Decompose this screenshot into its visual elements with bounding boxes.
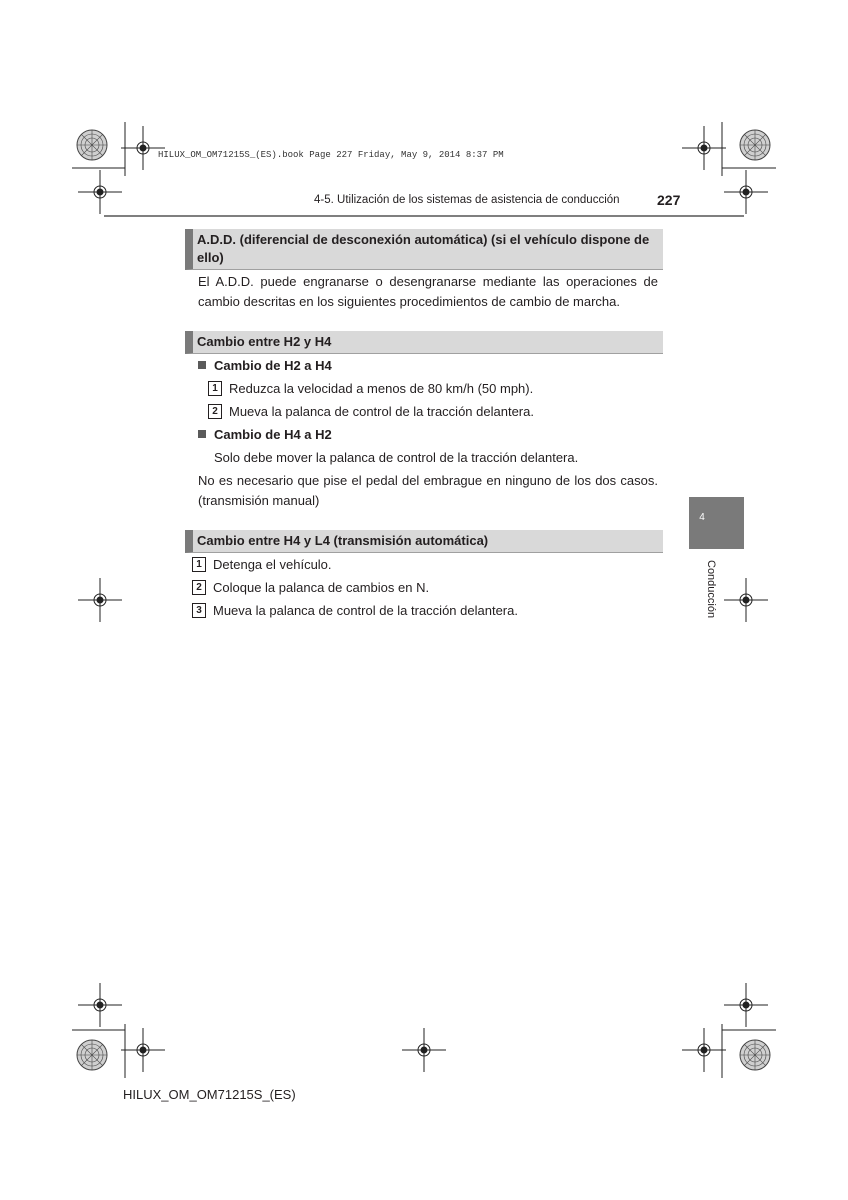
step-item <box>208 381 533 396</box>
square-bullet-icon <box>198 361 206 369</box>
section-heading-h4-l4: Cambio entre H4 y L4 (transmisión automática) <box>185 530 663 553</box>
square-bullet-icon <box>198 430 206 438</box>
step-item <box>208 404 534 419</box>
step-text: Detenga el vehículo. <box>213 557 332 572</box>
step-text: Coloque la palanca de cambios en N. <box>213 580 430 595</box>
step-item <box>192 580 429 595</box>
step-number: 2 <box>208 404 222 419</box>
subsection-title: Cambio de H2 a H4 <box>214 358 332 373</box>
subsection-h4-to-h2 <box>198 427 332 442</box>
subsection-title: Cambio de H4 a H2 <box>214 427 332 442</box>
step-item <box>192 603 518 618</box>
step-text: Mueva la palanca de control de la tracción delantera. <box>229 404 534 419</box>
step-number: 2 <box>192 580 206 595</box>
subsection-h2-to-h4 <box>198 358 332 373</box>
section-paragraph-add: El A.D.D. puede engranarse o desengranarse mediante las operaciones de cambio descritas en los siguientes procedimientos de cambio de marcha. <box>198 274 658 309</box>
chapter-tab-number: 4 <box>699 512 705 523</box>
step-number: 1 <box>192 557 206 572</box>
page-footer: HILUX_OM_OM71215S_(ES) <box>123 1087 296 1102</box>
section-heading-h2-h4: Cambio entre H2 y H4 <box>185 331 663 354</box>
step-item <box>192 557 332 572</box>
page-number: 227 <box>657 192 681 208</box>
chapter-tab <box>689 497 744 549</box>
step-number: 3 <box>192 603 206 618</box>
section-note: No es necesario que pise el pedal del embrague en ninguno de los dos casos. (transmisión manual) <box>198 473 658 508</box>
header-divider <box>104 215 744 217</box>
section-title: 4-5. Utilización de los sistemas de asistencia de conducción <box>314 194 620 206</box>
step-text: Reduzca la velocidad a menos de 80 km/h (50 mph). <box>229 381 534 396</box>
step-text: Mueva la palanca de control de la tracción delantera. <box>213 603 518 618</box>
subsection-text: Solo debe mover la palanca de control de la tracción delantera. <box>214 450 579 465</box>
chapter-tab-label: Conducción <box>705 560 717 619</box>
step-number: 1 <box>208 381 222 396</box>
section-heading-add: A.D.D. (diferencial de desconexión automática) (si el vehículo dispone de ello) <box>185 229 663 270</box>
print-info: HILUX_OM_OM71215S_(ES).book Page 227 Friday, May 9, 2014 8:37 PM <box>158 150 504 160</box>
